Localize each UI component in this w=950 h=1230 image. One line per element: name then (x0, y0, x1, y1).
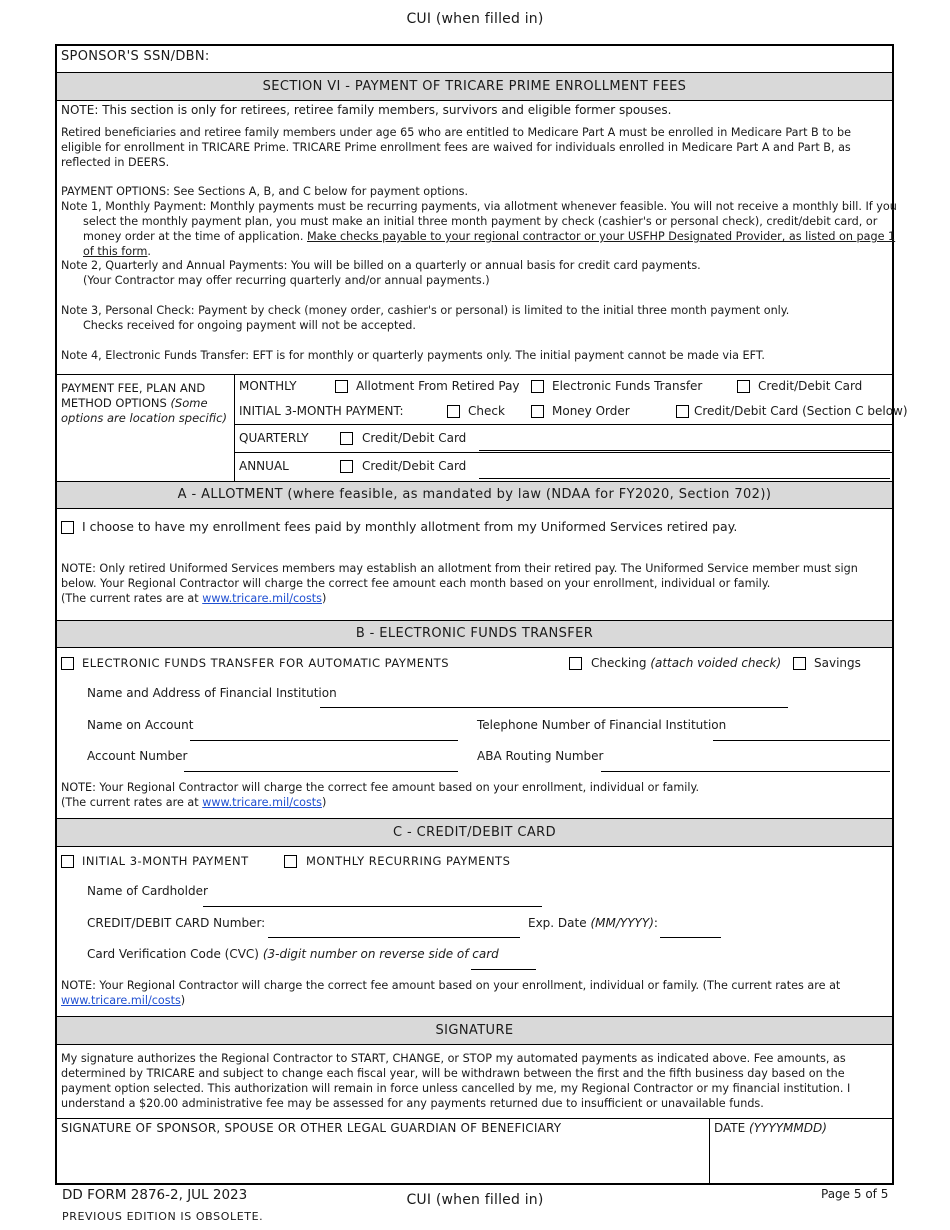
allotment-choose-label: I choose to have my enrollment fees paid by monthly allotment from my Uniformed Services retired pay. (82, 519, 738, 534)
section-c-note: NOTE: Your Regional Contractor will charge the correct fee amount based on your enrollment, individual or family. (The current rates are at www.tricare.mil/costs) (61, 979, 841, 1007)
note4: Note 4, Electronic Funds Transfer: EFT is for monthly or quarterly payments only. The initial payment cannot be made via EFT. (61, 349, 765, 362)
exp-date-field[interactable] (660, 937, 721, 938)
retired-beneficiaries-text: Retired beneficiaries and retiree family members under age 65 who are entitled to Medicare Part A must be enrolled in Medicare Part B to be eligible for enrollment in TRICARE Prime. TRICARE Prime enrollment fees are waived for individuals enrolled in Medicare Part A and Part B, as reflected in DEERS. (61, 126, 852, 169)
tricare-costs-link[interactable]: www.tricare.mil/costs (202, 592, 322, 605)
account-number-label: Account Number (87, 749, 188, 763)
card-initial-checkbox[interactable] (61, 855, 74, 868)
signature-field[interactable] (60, 1138, 705, 1182)
signature-authorization-text: My signature authorizes the Regional Contractor to START, CHANGE, or STOP my automated payments as indicated above. Fee amounts, as determined by TRICARE and subject to change each fiscal year, will be withdrawn between the first and the fifth business day based on the payment option selected. This authorization will remain in force unless cancelled by me, my Regional Contractor or my financial institution. I understand a $20.00 administrative fee may be assessed for any payments returned due to insufficient or unavailable funds. (61, 1052, 851, 1110)
exp-date-label: Exp. Date (MM/YYYY): (528, 916, 658, 930)
quarterly-credit-checkbox[interactable] (340, 432, 353, 445)
annual-label: ANNUAL (239, 459, 289, 473)
bank-phone-label: Telephone Number of Financial Institution (477, 718, 727, 732)
previous-edition-note: PREVIOUS EDITION IS OBSOLETE. (62, 1210, 264, 1223)
date-field[interactable] (713, 1138, 889, 1182)
initial-credit-checkbox[interactable] (676, 405, 689, 418)
section-c-header: C - CREDIT/DEBIT CARD (57, 818, 892, 847)
card-initial-label: INITIAL 3-MONTH PAYMENT (82, 854, 249, 868)
note3-line1: Note 3, Personal Check: Payment by check (money order, cashier's or personal) is limited to the initial three month payment only. (61, 304, 790, 317)
section-a-note-line2: below. Your Regional Contractor will charge the correct fee amount each month based on your enrollment, individual or family. (61, 577, 771, 590)
quarterly-amount-field[interactable] (479, 450, 890, 451)
note2-line1: Note 2, Quarterly and Annual Payments: You will be billed on a quarterly or annual basis for credit card payments. (61, 259, 701, 272)
fee-options-label: PAYMENT FEE, PLAN AND METHOD OPTIONS (Some options are location specific) (61, 381, 227, 425)
divider (57, 1118, 892, 1119)
payment-options-text: PAYMENT OPTIONS: See Sections A, B, and C below for payment options. (61, 185, 469, 198)
initial-credit-label: Credit/Debit Card (Section C below) (694, 404, 908, 418)
eft-auto-label: ELECTRONIC FUNDS TRANSFER FOR AUTOMATIC PAYMENTS (82, 656, 449, 670)
note1-line1: Note 1, Monthly Payment: Monthly payments must be recurring payments, via allotment whenever feasible. You will not receive a monthly bill. If you (61, 200, 897, 213)
check-label: Check (468, 404, 505, 418)
initial-payment-label: INITIAL 3-MONTH PAYMENT: (239, 404, 404, 418)
tricare-costs-link[interactable]: www.tricare.mil/costs (61, 994, 181, 1007)
quarterly-credit-label: Credit/Debit Card (362, 431, 467, 445)
signature-label: SIGNATURE OF SPONSOR, SPOUSE OR OTHER LEGAL GUARDIAN OF BENEFICIARY (61, 1121, 562, 1135)
note1-line4: of this form. (83, 245, 151, 258)
signature-header: SIGNATURE (57, 1016, 892, 1045)
divider (234, 452, 892, 453)
sponsor-ssn-field[interactable] (215, 46, 885, 70)
note2-line2: (Your Contractor may offer recurring quarterly and/or annual payments.) (83, 274, 490, 287)
allotment-checkbox[interactable] (335, 380, 348, 393)
institution-field[interactable] (320, 707, 788, 708)
annual-amount-field[interactable] (479, 478, 890, 479)
divider (709, 1118, 710, 1184)
annual-credit-label: Credit/Debit Card (362, 459, 467, 473)
section-b-header: B - ELECTRONIC FUNDS TRANSFER (57, 620, 892, 648)
date-label: DATE (YYYYMMDD) (714, 1121, 827, 1135)
eft-label: Electronic Funds Transfer (552, 379, 703, 393)
savings-checkbox[interactable] (793, 657, 806, 670)
section-vi-header: SECTION VI - PAYMENT OF TRICARE PRIME ENROLLMENT FEES (57, 72, 892, 101)
payable-instructions: Make checks payable to your regional contractor or your USFHP Designated Provider, as listed on page 1 (307, 230, 896, 243)
form-number: DD FORM 2876-2, JUL 2023 (62, 1187, 248, 1203)
name-on-account-label: Name on Account (87, 718, 194, 732)
section-a-rates: (The current rates are at www.tricare.mil/costs) (61, 592, 327, 605)
bank-phone-field[interactable] (713, 740, 890, 741)
divider (57, 374, 892, 375)
monthly-credit-checkbox[interactable] (737, 380, 750, 393)
eft-checkbox[interactable] (531, 380, 544, 393)
card-number-field[interactable] (268, 937, 520, 938)
cardholder-field[interactable] (203, 906, 542, 907)
section-vi-note: NOTE: This section is only for retirees, retiree family members, survivors and eligible former spouses. (61, 103, 672, 117)
cardholder-label: Name of Cardholder (87, 884, 208, 898)
card-number-label: CREDIT/DEBIT CARD Number: (87, 916, 266, 930)
section-a-header: A - ALLOTMENT (where feasible, as mandated by law (NDAA for FY2020, Section 702)) (57, 481, 892, 509)
monthly-label: MONTHLY (239, 379, 297, 393)
tricare-costs-link[interactable]: www.tricare.mil/costs (202, 796, 322, 809)
divider (234, 424, 892, 425)
section-b-rates: (The current rates are at www.tricare.mil/costs) (61, 796, 327, 809)
check-checkbox[interactable] (447, 405, 460, 418)
section-b-note: NOTE: Your Regional Contractor will charge the correct fee amount based on your enrollment, individual or family. (61, 781, 700, 794)
allotment-choose-checkbox[interactable] (61, 521, 74, 534)
eft-auto-checkbox[interactable] (61, 657, 74, 670)
card-monthly-checkbox[interactable] (284, 855, 297, 868)
section-a-note-line1: NOTE: Only retired Uniformed Services members may establish an allotment from their retired pay. The Uniformed Service member must sign (61, 562, 858, 575)
checking-checkbox[interactable] (569, 657, 582, 670)
name-on-account-field[interactable] (190, 740, 458, 741)
note1-line3: money order at the time of application. Make checks payable to your regional contractor or your USFHP Designated Provider, as listed on page 1 (83, 230, 896, 243)
quarterly-label: QUARTERLY (239, 431, 309, 445)
allotment-label: Allotment From Retired Pay (356, 379, 520, 393)
routing-field[interactable] (601, 771, 890, 772)
annual-credit-checkbox[interactable] (340, 460, 353, 473)
account-number-field[interactable] (184, 771, 458, 772)
cui-header: CUI (when filled in) (406, 11, 544, 27)
money-order-label: Money Order (552, 404, 630, 418)
sponsor-ssn-label: SPONSOR'S SSN/DBN: (61, 49, 210, 64)
cvc-field[interactable] (471, 969, 536, 970)
institution-label: Name and Address of Financial Institution (87, 686, 337, 700)
divider (234, 374, 235, 481)
cui-footer: CUI (when filled in) (406, 1192, 544, 1208)
cvc-label: Card Verification Code (CVC) (3-digit number on reverse side of card (87, 947, 499, 961)
checking-label: Checking (attach voided check) (591, 656, 782, 670)
note1-line2: select the monthly payment plan, you must make an initial three month payment by check (cashier's or personal check), credit/debit card, or (83, 215, 878, 228)
money-order-checkbox[interactable] (531, 405, 544, 418)
card-monthly-label: MONTHLY RECURRING PAYMENTS (306, 854, 511, 868)
note3-line2: Checks received for ongoing payment will not be accepted. (83, 319, 416, 332)
page-number: Page 5 of 5 (821, 1187, 889, 1201)
savings-label: Savings (814, 656, 861, 670)
monthly-credit-label: Credit/Debit Card (758, 379, 863, 393)
routing-label: ABA Routing Number (477, 749, 604, 763)
